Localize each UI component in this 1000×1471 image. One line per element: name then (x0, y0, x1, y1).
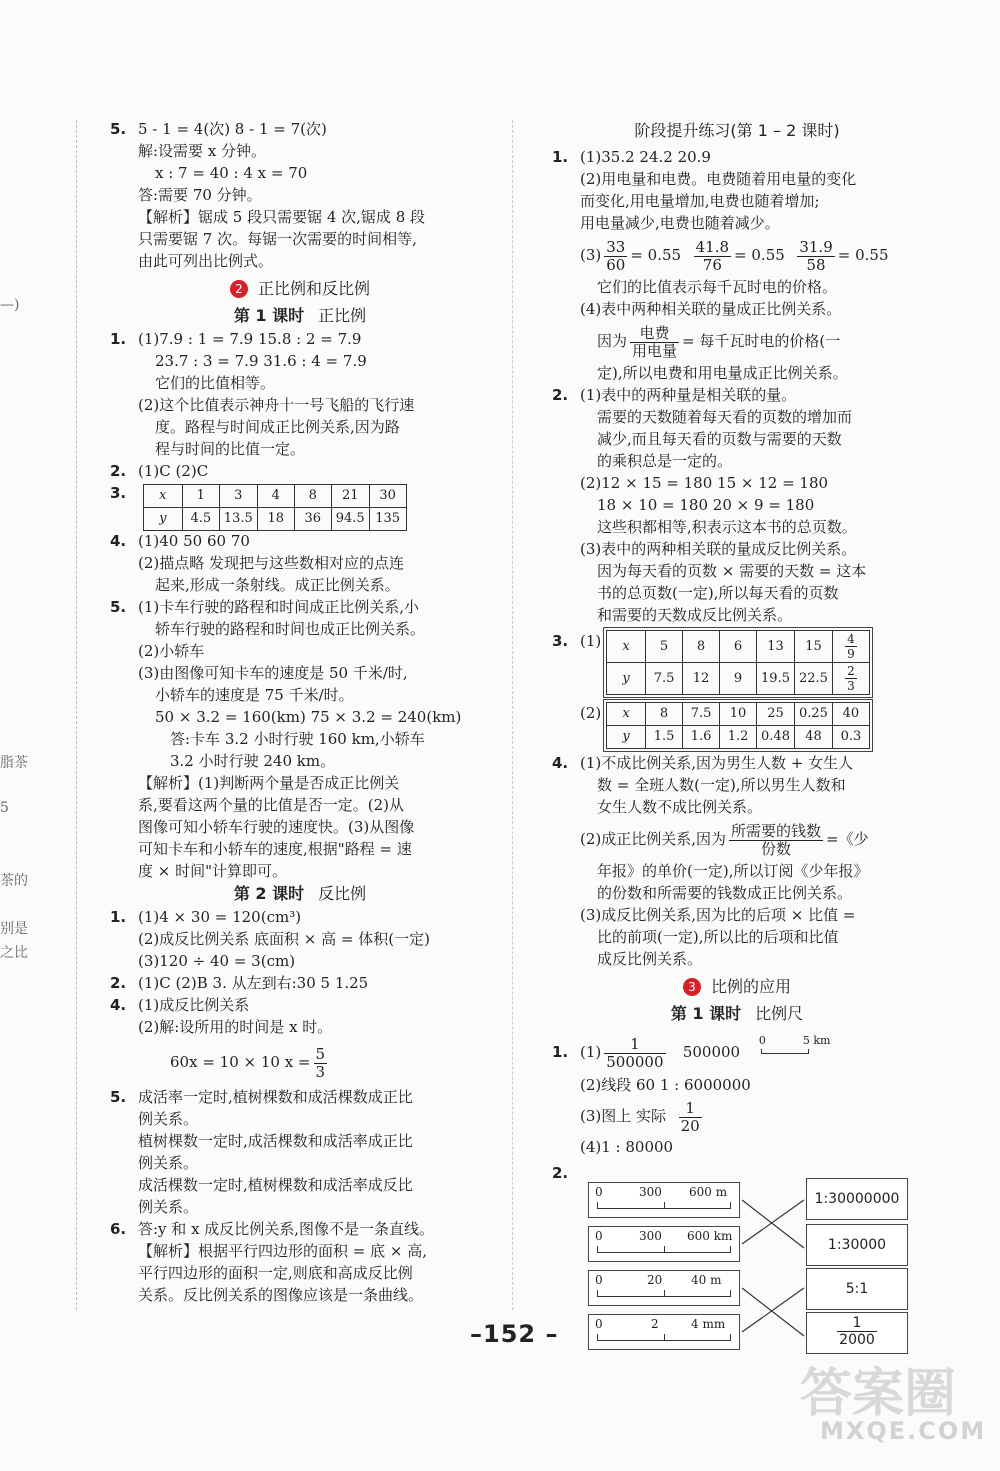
answer-line: 因为每天看的页数 × 需要的天数 = 这本 (597, 562, 867, 580)
matching-diagram: 2. 0 300 600 m 0 300 600 km 0 20 40 m 0 2 4 mm 1:30000000 1:30000 5:1 $\frac{1}{2000}$ (552, 1164, 922, 1354)
answer-line: 18 × 10 = 180 20 × 9 = 180 (597, 496, 815, 514)
fraction: $\frac{4}{9}$ (847, 632, 855, 661)
section-badge: 3 (683, 978, 701, 996)
analysis-line: 可知卡车和小轿车的速度,根据"路程 = 速 (138, 840, 412, 858)
lesson-heading: 第 1 课时 比例尺 (670, 1004, 804, 1023)
table-cell: 7.5 (646, 663, 683, 695)
column-divider (512, 120, 513, 1310)
scale-ruler-box: 0 300 600 km (588, 1226, 740, 1262)
scale-bar: 0 5 km (759, 1043, 829, 1063)
fraction: $\frac{31.9}{58}$ (799, 237, 833, 274)
table-cell: y (143, 508, 182, 531)
table-cell: 1.5 (646, 726, 683, 749)
answer-line: 和需要的天数成反比例关系。 (597, 606, 793, 624)
table-cell: 94.5 (331, 508, 369, 531)
answer-q5-prev: 5. 5 - 1 = 4(次) 8 - 1 = 7(次) 解:设需要 x 分钟。 x : 7 = 40 : 4 x = 70 答:需要 70 分钟。 【解析】锯成 5 段只需要锯 4 次,锯成 8 段 只需要锯 7 次。每锯一次需要的时间相等, 由此可列出比例式。 (110, 118, 490, 272)
answer-line: 23.7 : 3 = 7.9 31.6 : 4 = 7.9 (155, 352, 367, 370)
answer-line: (1)卡车行驶的路程和时间成正比例关系,小 (138, 598, 420, 616)
answer-line: 例关系。 (138, 1154, 199, 1172)
fraction: $\frac{33}{60}$ (606, 237, 626, 274)
equation-line: 因为 $\frac{\text{电费}}{\text{用电量}}$ = 每千瓦时电的价格(一 (597, 323, 841, 360)
column-divider (76, 120, 77, 1310)
answer-line: (2)这个比值表示神舟十一号飞船的飞行速 (138, 396, 415, 414)
table-cell: 135 (369, 508, 406, 531)
answer-line: 小轿车的速度是 75 千米/时。 (155, 686, 354, 704)
table-cell: 1.2 (720, 726, 757, 749)
answer-line: (1)不成比例关系,因为男生人数 + 女生人 (580, 754, 854, 772)
analysis-line: 【解析】(1)判断两个量是否成正比例关 (138, 774, 400, 792)
scale-line (761, 1049, 809, 1054)
data-table (143, 484, 407, 531)
table-cell: 6 (720, 631, 757, 663)
table-cell: 8 (294, 485, 331, 508)
table-cell: 0.25 (794, 703, 832, 726)
answer-line: 数 = 全班人数(一定),所以男生人数和 (597, 776, 846, 794)
margin-fragment: 之比 (0, 945, 28, 961)
analysis-line: 图像可知小轿车行驶的速度快。(3)从图像 (138, 818, 415, 836)
table-cell: 4.5 (182, 508, 219, 531)
answer-q3-table2: (2) x 8 7.5 10 25 0.25 40 y 1.5 1.6 1.2 0.48 48 0.3 (552, 702, 922, 752)
answer-line: 减少,而且每天看的页数与需要的天数 (597, 430, 842, 448)
answer-line: 5 - 1 = 4(次) 8 - 1 = 7(次) (138, 120, 327, 138)
fraction: $\frac{5}{3}$ (315, 1044, 326, 1081)
left-column: 5. 5 - 1 = 4(次) 8 - 1 = 7(次) 解:设需要 x 分钟。 x : 7 = 40 : 4 x = 70 答:需要 70 分钟。 【解析】锯成 5 段只需要锯 4 次,锯成 8 段 只需要锯 7 次。每锯一次需要的时间相等, 由此可列出比例式。 2 正比例和反比例 第 1 课时 正比例 1. (1)7.9 : 1 = 7.9 15.8 : 2 = 7.9 23.7 : 3 = 7.9 31.6 : 4 = 7.9 它们的比值相等。 (2)这个比值表示神舟十一号飞船的飞行速 度。路程与时间成正比例关系,因为路 程与时间的比值一定。 2. (1)C (2)C 3. x 1 3 4 8 21 30 y 4.5 13.5 18 36 94.5 135 4. (1)40 50 60 70 (2)描点略 发现把与这些数相对应的点连 起来,形成一条射线。成正比例关系。 5. (1)卡车行驶的路程和时间成正比例关系,小 轿车行驶的路程和时间也成正比例关系。 (2)小轿车 (3)由图像可知卡车的速度是 50 千米/时, 小轿车的速度是 75 千米/时。 50 × 3.2 = 160(km) 75 × 3.2 = 240(km) 答:卡车 3.2 小时行驶 160 km,小轿车 3.2 小时行驶 240 km。 【解析】(1)判断两个量是否成正比例关 系,要看这两个量的比值是否一定。(2)从 图像可知小轿车行驶的速度快。(3)从图像 可知卡车和小轿车的速度,根据"路程 = 速 度 × 时间"计算即可。 第 2 课时 反比例 1. (1)4 × 30 = 120(cm³) (2)成反比例关系 底面积 × 高 = 体积(一定) (3)120 ÷ 40 = 3(cm) 2. (1)C (2)B 3. 从左到右:30 5 1.25 4. (1)成反比例关系 (2)解:设所用的时间是 x 时。 60x = 10 × 10 x = $\frac{5}{3}$ 5. 成活率一定时,植树棵数和成活棵数成正比 例关系。 植树棵数一定时,成活棵数和成活率成正比 例关系。 成活棵数一定时,植树棵数和成活率成反比 例关系。 6. 答:y 和 x 成反比例关系,图像不是一条直线。 【解析】根据平行四边形的面积 = 底 × 高, 平行四边形的面积一定,则底和高成反比例 关系。反比例关系的图像应该是一条曲线。 (110, 118, 490, 1306)
margin-fragment: 5 (0, 800, 9, 816)
answer-line: 成反比例关系。 (597, 950, 703, 968)
answer-line: 比的前项(一定),所以比的后项和比值 (597, 928, 839, 946)
answer-line: 3.2 小时行驶 240 km。 (170, 752, 336, 770)
answer-line: (4)1 : 80000 (580, 1138, 674, 1156)
table-cell: 8 (683, 631, 720, 663)
answer-line: 的份数和所需要的钱数成正比例关系。 (597, 884, 853, 902)
table-cell: 7.5 (683, 703, 720, 726)
table-cell: y (607, 726, 646, 749)
table-cell (832, 631, 869, 663)
fraction: $\frac{2}{3}$ (847, 664, 855, 693)
table-cell (832, 663, 869, 695)
page-number: –152 – (470, 1320, 559, 1348)
table-cell: 12 (683, 663, 720, 695)
answer-line: (2)线段 60 1 : 6000000 (580, 1076, 751, 1094)
table-cell: 13 (757, 631, 795, 663)
answer-line: 女生人数不成比例关系。 (597, 798, 763, 816)
answer-line: 而变化,用电量增加,电费也随着增加; (580, 192, 820, 210)
table-cell: 0.48 (757, 726, 795, 749)
fraction: $\frac{41.8}{76}$ (695, 237, 730, 274)
section-heading: 3 比例的应用 (552, 974, 922, 1000)
answer-line: 答:y 和 x 成反比例关系,图像不是一条直线。 (138, 1220, 435, 1238)
answer-line: 轿车行驶的路程和时间也成正比例关系。 (155, 620, 426, 638)
ratio-box: 1:30000000 (806, 1178, 908, 1220)
analysis-line: 【解析】根据平行四边形的面积 = 底 × 高, (138, 1242, 427, 1260)
answer-line: 这些积都相等,积表示这本书的总页数。 (597, 518, 857, 536)
table-cell: 15 (794, 631, 832, 663)
table-cell: 36 (294, 508, 331, 531)
table-cell: 13.5 (219, 508, 257, 531)
scale-ruler-box: 0 20 40 m (588, 1270, 740, 1306)
table-cell: 3 (219, 485, 257, 508)
answer-line: (3)成反比例关系,因为比的后项 × 比值 = (580, 906, 856, 924)
table-cell: x (143, 485, 182, 508)
table-cell: 9 (720, 663, 757, 695)
answer-line: 它们的比值表示每千瓦时电的价格。 (597, 278, 838, 296)
answer-line: 答:需要 70 分钟。 (138, 186, 262, 204)
answer-line: (2)描点略 发现把与这些数相对应的点连 (138, 554, 405, 572)
table-cell: 21 (331, 485, 369, 508)
analysis-line: 关系。反比例关系的图像应该是一条曲线。 (138, 1286, 424, 1304)
answer-line: (1)7.9 : 1 = 7.9 15.8 : 2 = 7.9 (138, 330, 362, 348)
scale-line (597, 1246, 731, 1253)
answer-line: (2)解:设所用的时间是 x 时。 (138, 1018, 333, 1036)
watermark-logo (790, 1351, 990, 1461)
equation-line: (3)图上 实际 $\frac{1}{20}$ (580, 1098, 700, 1135)
answer-line: 的乘积总是一定的。 (597, 452, 733, 470)
answer-line: 需要的天数随着每天看的页数的增加而 (597, 408, 853, 426)
answer-line: (3)表中的两种相关联的量成反比例关系。 (580, 540, 857, 558)
answer-line: x : 7 = 40 : 4 x = 70 (155, 164, 308, 182)
answer-line: 度。路程与时间成正比例关系,因为路 (155, 418, 400, 436)
table-cell: 48 (794, 726, 832, 749)
answer-line: (1)C (2)C (138, 462, 209, 480)
answer-line: 50 × 3.2 = 160(km) 75 × 3.2 = 240(km) (155, 708, 462, 726)
analysis-line: 平行四边形的面积一定,则底和高成反比例 (138, 1264, 413, 1282)
answer-line: (1)4 × 30 = 120(cm³) (138, 908, 302, 926)
answer-line: 年报》的单价(一定),所以订阅《少年报》 (597, 862, 869, 880)
ratio-box (806, 1312, 908, 1354)
section-heading: 阶段提升练习(第 1 – 2 课时) (634, 121, 840, 140)
margin-fragment: 脂茶 (0, 755, 28, 771)
table-cell: 19.5 (757, 663, 795, 695)
answer-line: (1)40 50 60 70 (138, 532, 250, 550)
answer-line: 成活率一定时,植树棵数和成活棵数成正比 (138, 1088, 413, 1106)
answer-line: 定),所以电费和用电量成正比例关系。 (597, 364, 848, 382)
table-cell: 8 (646, 703, 683, 726)
table-cell: 0.3 (832, 726, 869, 749)
right-column: 阶段提升练习(第 1 – 2 课时) 1. (1)35.2 24.2 20.9 (2)用电量和电费。电费随着用电量的变化 而变化,用电量增加,电费也随着增加; 用电量减少,电费也随着减少。 (3) $\frac{33}{60}$ = 0.55 $\frac{41.8}{76}$ = 0.55 $\frac{31.9}{58}$ = 0.55 它们的比值表示每千瓦时电的价格。 (4)表中两种相关联的量成正比例关系。 因为 $\frac{\text{电费}}{\text{用电量}}$ = 每千瓦时电的价格(一 定),所以电费和用电量成正比例关系。 2. (1)表中的两种量是相关联的量。 需要的天数随着每天看的页数的增加而 减少,而且每天看的页数与需要的天数 的乘积总是一定的。 (2)12 × 15 = 180 15 × 12 = 180 18 × 10 = 180 20 × 9 = 180 这些积都相等,积表示这本书的总页数。 (3)表中的两种相关联的量成反比例关系。 因为每天看的页数 × 需要的天数 = 这本 书的总页数(一定),所以每天看的页数 和需要的天数成反比例关系。 3. (1) x 5 8 6 13 15 $\frac{4}{9}$ y 7.5 12 9 19.5 22.5 $\frac{2}{3}$ (2) x 8 7.5 10 25 0.25 40 y 1.5 1.6 1.2 0.48 48 0.3 4. (1)不成比例关系,因为男生人数 + 女生人 数 = 全班人数(一定),所以男生人数和 女生人数不成比例关系。 (2)成正比例关系,因为 $\frac{\text{所需要的钱数}}{\text{份数}}$ =《少 年报》的单价(一定),所以订阅《少年报》 的份数和所需要的钱数成正比例关系。 (3)成反比例关系,因为比的后项 × 比值 = 比的前项(一定),所以比的后项和比值 成反比例关系。 3 比例的应用 第 1 课时 比例尺 1. (1) $\frac{1}{500000}$ 500000 0 5 km (2)线段 60 1 : 6000000 (3)图上 实际 $\frac{1}{20}$ (4)1 : 80000 2. 0 300 600 m 0 300 600 km 0 20 40 m 0 2 4 mm 1:30000000 1:30000 5:1 $\frac{1}{2000}$ (552, 118, 922, 1354)
matching-lines (740, 1178, 806, 1358)
table-cell: 1.6 (683, 726, 720, 749)
answer-line: 例关系。 (138, 1198, 199, 1216)
equation-line: 60x = 10 × 10 x = $\frac{5}{3}$ (170, 1044, 326, 1081)
scale-line (597, 1290, 731, 1297)
margin-fragment: 别是 (0, 921, 28, 937)
margin-fragment: 茶的 (0, 873, 28, 889)
answer-line: (2)成反比例关系 底面积 × 高 = 体积(一定) (138, 930, 430, 948)
table-cell: 1 (182, 485, 219, 508)
scale-ruler-box: 0 2 4 mm (588, 1314, 740, 1350)
answer-line: 起来,形成一条射线。成正比例关系。 (155, 576, 400, 594)
answer-q3: 3. x 1 3 4 8 21 30 y 4.5 13.5 18 36 94.5 135 (110, 482, 490, 530)
table-cell: 22.5 (794, 663, 832, 695)
answer-line: (2)小轿车 (138, 642, 205, 660)
table-cell: x (607, 703, 646, 726)
scale-line (597, 1202, 731, 1209)
ratio-box: 1:30000 (806, 1224, 908, 1266)
table-cell: 10 (720, 703, 757, 726)
answer-line: 例关系。 (138, 1110, 199, 1128)
margin-fragment: —) (0, 297, 20, 313)
answer-line: 书的总页数(一定),所以每天看的页数 (597, 584, 839, 602)
answer-line: 植树棵数一定时,成活棵数和成活率成正比 (138, 1132, 413, 1150)
fraction: $\frac{\text{所需要的钱数}}{\text{份数}}$ (731, 821, 822, 858)
answer-line: 用电量减少,电费也随着减少。 (580, 214, 780, 232)
answer-line: (1)C (2)B 3. 从左到右:30 5 1.25 (138, 974, 369, 992)
equation-line: (2)成正比例关系,因为 $\frac{\text{所需要的钱数}}{\text{份数}}$ =《少 (580, 821, 869, 858)
answer-line: 成活棵数一定时,植树棵数和成活率成反比 (138, 1176, 413, 1194)
table-cell: y (607, 663, 646, 695)
analysis-line: 系,要看这两个量的比值是否一定。(2)从 (138, 796, 405, 814)
fraction: $\frac{1}{2000}$ (839, 1315, 875, 1348)
lesson-heading: 第 2 课时 反比例 (233, 884, 367, 903)
scale-ruler-box: 0 300 600 m (588, 1182, 740, 1218)
data-table (606, 630, 870, 695)
answer-line: 答:卡车 3.2 小时行驶 160 km,小轿车 (170, 730, 425, 748)
lesson-heading: 第 1 课时 正比例 (233, 306, 367, 325)
fraction: $\frac{1}{500000}$ (606, 1034, 664, 1071)
analysis-line: 度 × 时间"计算即可。 (138, 862, 288, 880)
watermark-url: MXQE.COM (820, 1417, 987, 1445)
answer-line: (3)120 ÷ 40 = 3(cm) (138, 952, 296, 970)
answer-line: (1)成反比例关系 (138, 996, 250, 1014)
answer-line: 解:设需要 x 分钟。 (138, 142, 267, 160)
table-cell: 25 (757, 703, 795, 726)
section-badge: 2 (230, 280, 248, 298)
table-cell: x (607, 631, 646, 663)
scale-line (597, 1334, 731, 1341)
answer-line: (1)35.2 24.2 20.9 (580, 148, 711, 166)
answer-line: (2)用电量和电费。电费随着用电量的变化 (580, 170, 857, 188)
table-cell: 4 (257, 485, 294, 508)
fraction: $\frac{\text{电费}}{\text{用电量}}$ (632, 323, 678, 360)
answer-q3-table1: 3. (1) x 5 8 6 13 15 $\frac{4}{9}$ y 7.5 12 9 19.5 22.5 $\frac{2}{3}$ (552, 630, 922, 698)
answer-line: 程与时间的比值一定。 (155, 440, 306, 458)
ratio-box: 5:1 (806, 1268, 908, 1310)
equation-line: 1. (1) $\frac{1}{500000}$ 500000 0 5 km (552, 1034, 831, 1071)
table-cell: 5 (646, 631, 683, 663)
table-cell: 40 (832, 703, 869, 726)
answer-line: (4)表中两种相关联的量成正比例关系。 (580, 300, 842, 318)
table-cell: 30 (369, 485, 406, 508)
answer-line: (1)表中的两种量是相关联的量。 (580, 386, 797, 404)
fraction: $\frac{1}{20}$ (680, 1098, 700, 1135)
table-cell: 18 (257, 508, 294, 531)
analysis-line: 只需要锯 7 次。每锯一次需要的时间相等, (138, 230, 417, 248)
analysis-line: 由此可列出比例式。 (138, 252, 274, 270)
answer-line: (2)12 × 15 = 180 15 × 12 = 180 (580, 474, 829, 492)
answer-line: (3)由图像可知卡车的速度是 50 千米/时, (138, 664, 408, 682)
analysis-line: 【解析】锯成 5 段只需要锯 4 次,锯成 8 段 (138, 208, 426, 226)
section-heading: 2 正比例和反比例 (110, 276, 490, 302)
equation-line: (3) $\frac{33}{60}$ = 0.55 $\frac{41.8}{76}$ = 0.55 $\frac{31.9}{58}$ = 0.55 (580, 237, 889, 274)
data-table (606, 702, 870, 749)
watermark-text: 答案圈 (800, 1364, 957, 1424)
answer-line: 它们的比值相等。 (155, 374, 276, 392)
